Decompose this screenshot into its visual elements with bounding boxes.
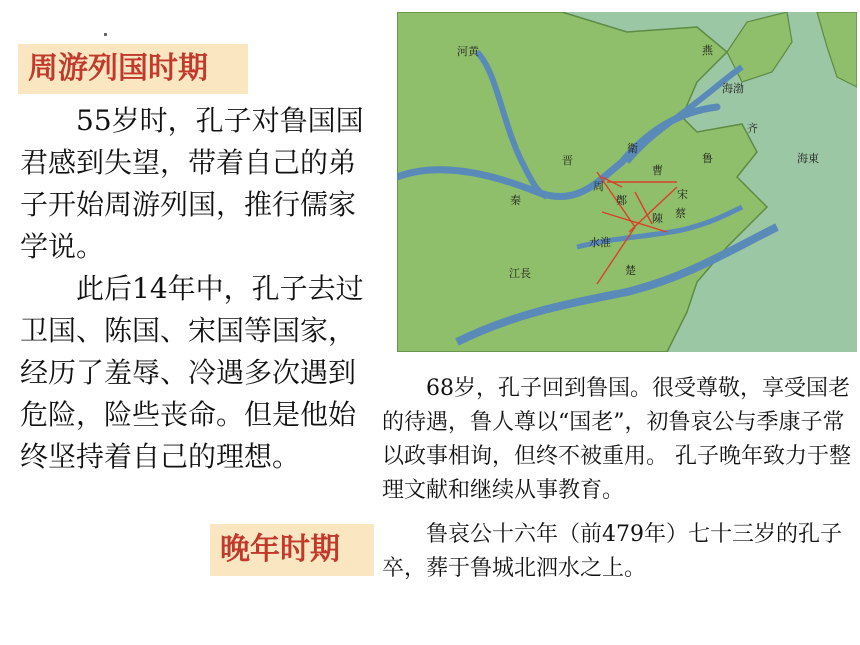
right-body (382, 372, 860, 586)
left-paragraph-2: 此后14年中，孔子去过卫国、陈国、宋国等国家，经历了羞辱、冷遇多次遇到危险，险些丧命。但是他始终坚持着自己的理想。 (20, 272, 364, 473)
map-label-jin: 晋 (562, 154, 573, 167)
confucius-travel-map (397, 12, 857, 352)
stray-dot (104, 33, 107, 36)
right-paragraph-1: 68岁，孔子回到鲁国。很受尊敬，享受国老的待遇，鲁人尊以“国老”，初鲁哀公与季康子常以政事相询，但终不被重用。 孔子晚年致力于整理文献和继续从事教育。 (382, 376, 851, 503)
left-body (20, 100, 370, 478)
map-label-zheng: 鄭 (616, 194, 627, 207)
map-label-yan: 燕 (702, 44, 713, 57)
section-title-travel: 周游列国时期 (18, 44, 248, 94)
map-label-huai: 水淮 (589, 236, 611, 249)
right-paragraph-2: 鲁哀公十六年（前479年）七十三岁的孔子卒，葬于鲁城北泗水之上。 (382, 522, 842, 581)
map-label-lu: 鲁 (702, 152, 713, 165)
section-title-late-years: 晚年时期 (210, 524, 374, 576)
map-drawing (397, 12, 857, 352)
map-label-qi: 齐 (747, 122, 758, 135)
map-label-east-sea: 海東 (797, 152, 819, 165)
map-label-bohai: 海渤 (722, 82, 744, 95)
map-label-zhou: 周 (593, 180, 604, 193)
map-label-yangtze: 江長 (509, 267, 531, 280)
map-label-cao: 曹 (652, 164, 663, 177)
map-label-wei: 衛 (627, 142, 638, 155)
map-label-cai: 蔡 (675, 207, 686, 220)
map-label-chu: 楚 (625, 264, 636, 277)
map-label-song: 宋 (677, 188, 688, 201)
map-label-chen: 陳 (652, 212, 663, 225)
left-paragraph-1: 55岁时，孔子对鲁国国君感到失望，带着自己的弟子开始周游列国，推行儒家学说。 (20, 104, 364, 263)
map-label-qin: 秦 (510, 194, 521, 207)
map-label-yellow-river: 河黄 (457, 45, 479, 58)
